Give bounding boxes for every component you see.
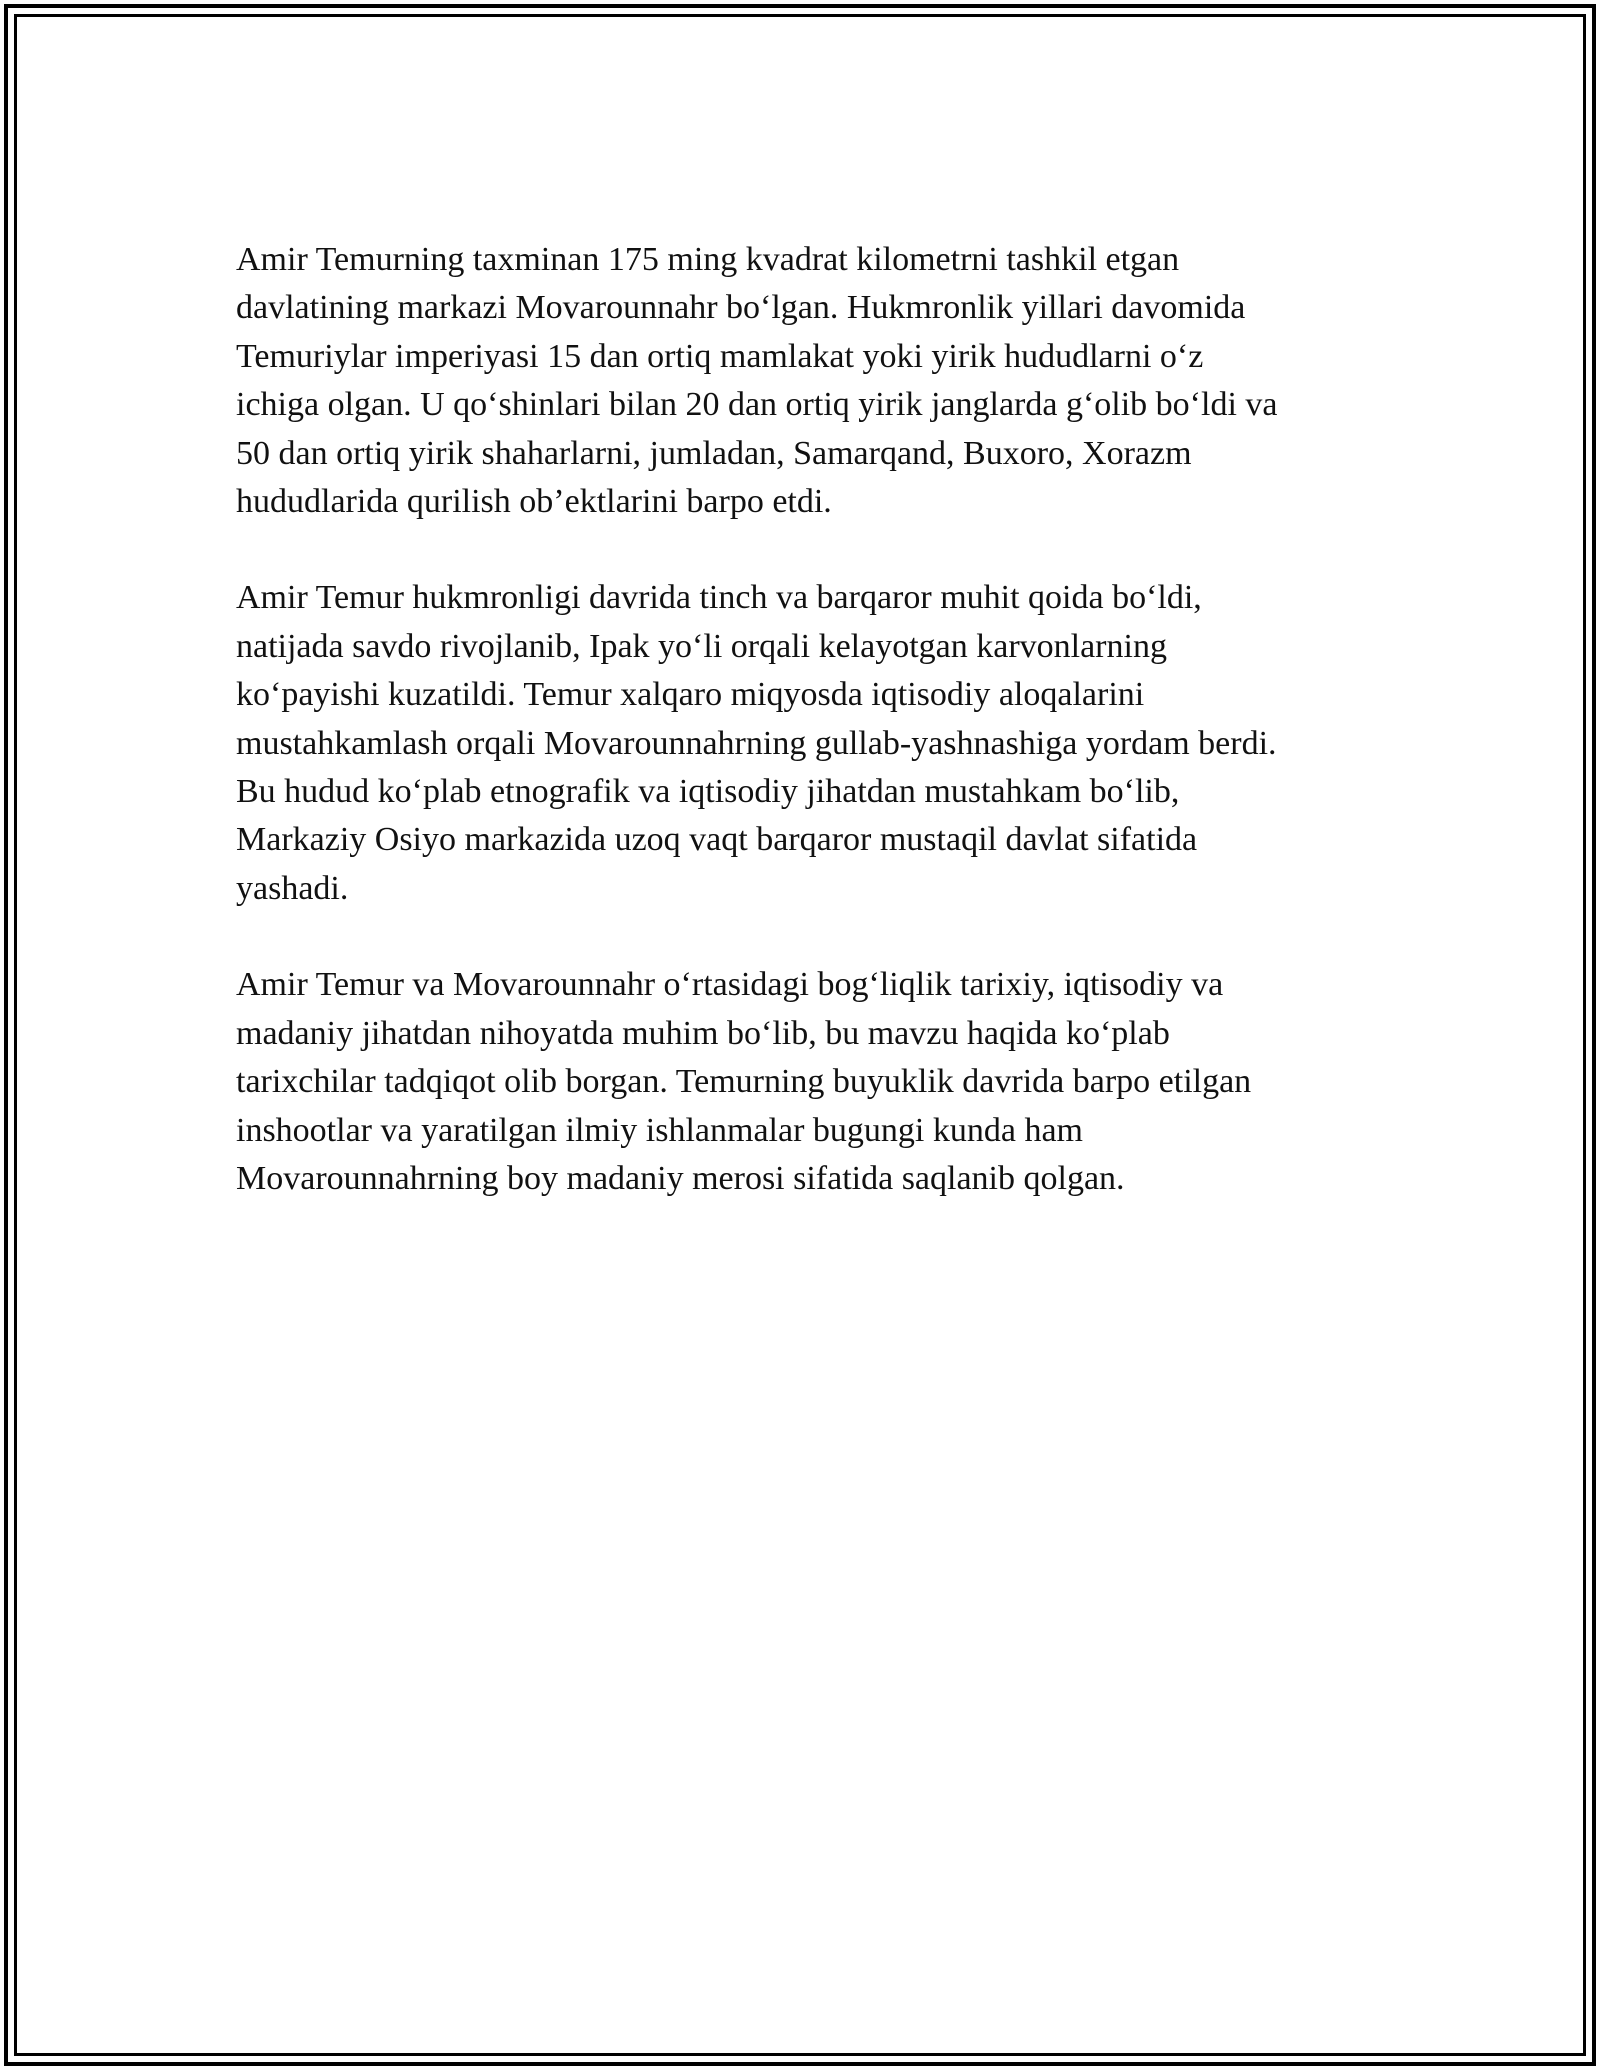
paragraph-2: Amir Temur hukmronligi davrida tinch va barqaror muhit qoida bo‘ldi, natijada savdo rivojlanib, Ipak yo‘li orqali kelayotgan karvonlarning ko‘payishi kuzatildi. Temur xalqaro miqyosda iqtisodiy aloqalarini mustahkamlash orqali Movarounnahrning gullab-yashnashiga yordam berdi. Bu hudud ko‘plab etnografik va iqtisodiy jihatdan mustahkam bo‘lib, Markaziy Osiyo markazida uzoq vaqt barqaror mustaqil davlat sifatida yashadi. bbox=[236, 579, 1277, 907]
paragraph-3: Amir Temur va Movarounnahr o‘rtasidagi bog‘liqlik tarixiy, iqtisodiy va madaniy jihatdan nihoyatda muhim bo‘lib, bu mavzu haqida ko‘plab tarixchilar tadqiqot olib borgan. Temurning buyuklik davrida barpo etilgan inshootlar va yaratilgan ilmiy ishlanmalar bugungi kunda ham Movarounnahrning boy madaniy merosi sifatida saqlanib qolgan. bbox=[236, 966, 1252, 1197]
paragraph-1: Amir Temurning taxminan 175 ming kvadrat kilometrni tashkil etgan davlatining markazi Movarounnahr bo‘lgan. Hukmronlik yillari davomida Temuriylar imperiyasi 15 dan ortiq mamlakat yoki yirik hududlarni o‘z ichiga olgan. U qo‘shinlari bilan 20 dan ortiq yirik janglarda g‘olib bo‘ldi va 50 dan ortiq yirik shaharlarni, jumladan, Samarqand, Buxoro, Xorazm hududlarida qurilish ob’ektlarini barpo etdi. bbox=[236, 241, 1278, 521]
document-body bbox=[236, 236, 1366, 1251]
